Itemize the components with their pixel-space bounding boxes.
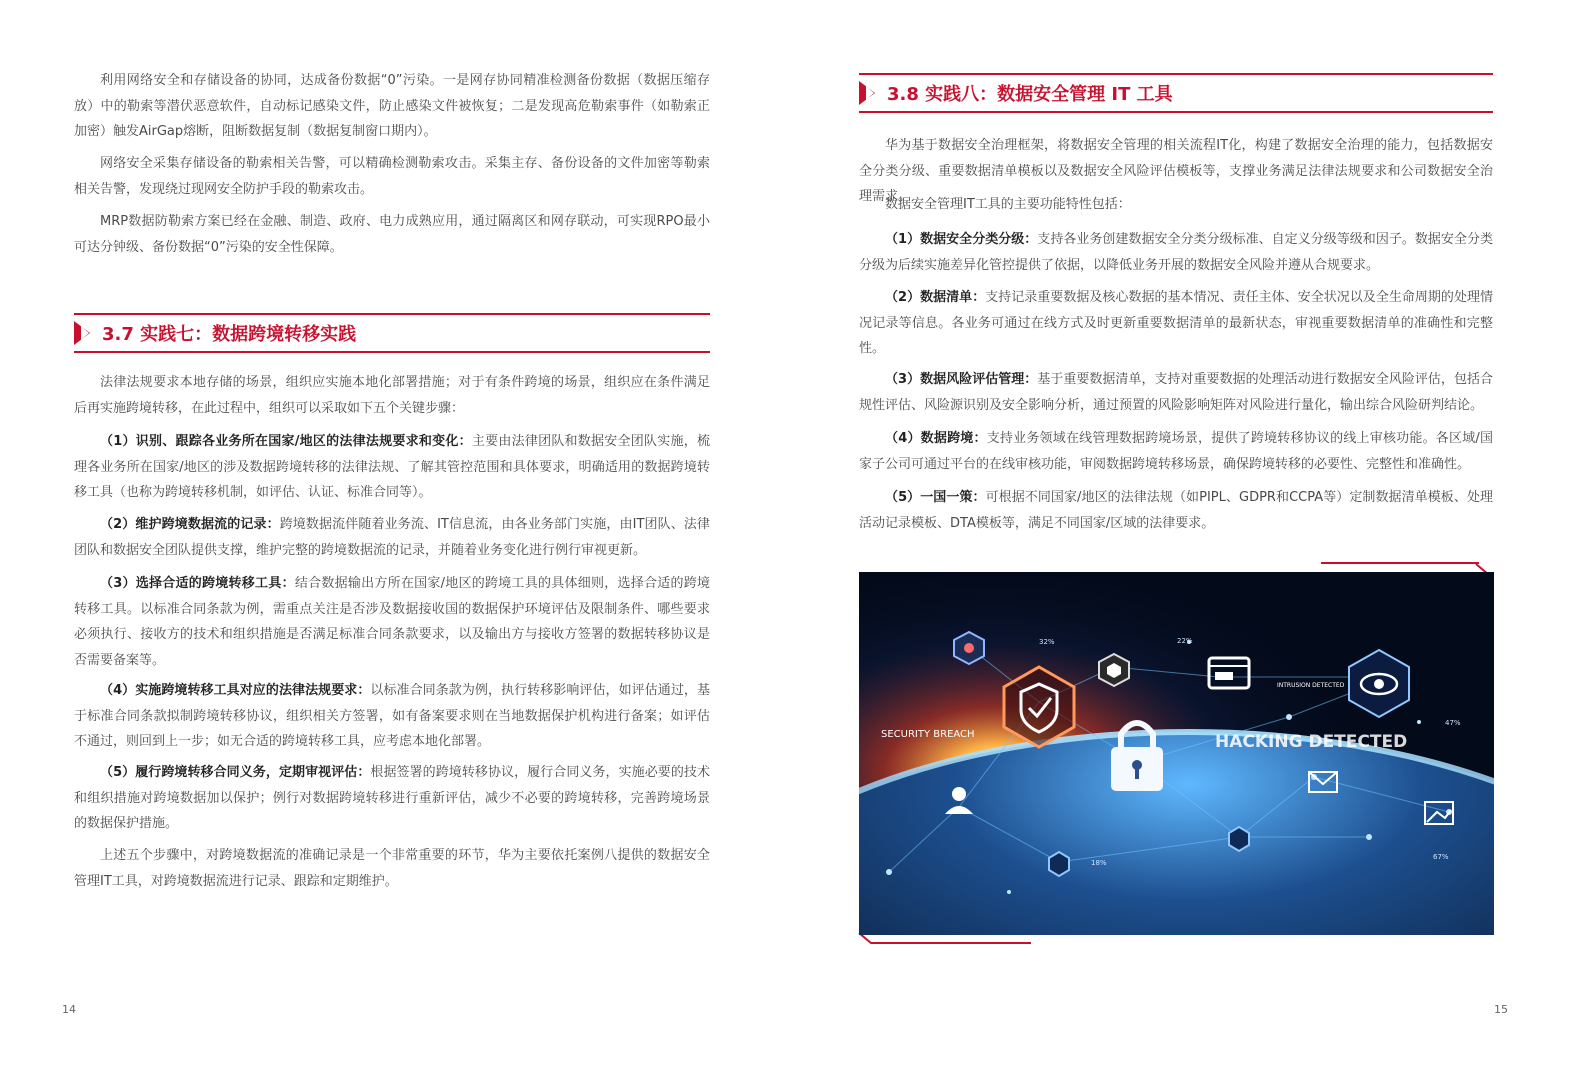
feature-text: 支持业务领域在线管理数据跨境场景，提供了跨境转移协议的线上审核功能。各区域/国家子公司可通过平台的在线审核功能，审阅数据跨境转移场景，确保跨境转移的必要性、完整性和准确性。	[859, 431, 1493, 472]
percent-label: 47%	[1445, 719, 1461, 727]
step-label: （1）识别、跟踪各业务所在国家/地区的法律法规要求和变化：	[100, 434, 472, 449]
security-breach-label: SECURITY BREACH	[881, 729, 975, 740]
step-item	[74, 429, 710, 506]
cybersecurity-image	[859, 560, 1499, 950]
feature-text: 基于重要数据清单，支持对重要数据的处理活动进行数据安全风险评估，包括合规性评估、风险源识别及安全影响分析，通过预置的风险影响矩阵对风险进行量化，输出综合风险研判结论。	[859, 372, 1493, 413]
feature-item	[859, 485, 1493, 536]
intro-paragraph: 法律法规要求本地存储的场景，组织应实施本地化部署措施；对于有条件跨境的场景，组织应在条件满足后再实施跨境转移，在此过程中，组织可以采取如下五个关键步骤：	[74, 375, 710, 416]
hacking-detected-label: HACKING DETECTED	[1215, 732, 1408, 752]
percent-label: 67%	[1433, 853, 1449, 861]
page-number: 15	[1494, 1003, 1508, 1016]
step-text: 根据签署的跨境转移协议，履行合同义务，实施必要的技术和组织措施对跨境数据加以保护；例行对数据跨境转移进行重新评估，减少不必要的跨境转移，完善跨境场景的数据保护措施。	[74, 765, 710, 831]
feature-label: （3）数据风险评估管理：	[885, 372, 1038, 387]
paragraph: MRP数据防勒索方案已经在金融、制造、政府、电力成熟应用，通过隔离区和网存联动，可实现RPO最小可达分钟级、备份数据“0”污染的安全性保障。	[74, 214, 710, 255]
section-title: 3.8 实践八：数据安全管理 IT 工具	[887, 84, 1173, 105]
feature-item	[859, 227, 1493, 278]
percent-label: 32%	[1039, 638, 1055, 646]
feature-label: （1）数据安全分类分级：	[885, 232, 1038, 247]
feature-text: 支持各业务创建数据安全分类分级标准、自定义分级等级和因子。数据安全分类分级为后续实施差异化管控提供了依据，以降低业务开展的数据安全风险并遵从合规要求。	[859, 232, 1493, 273]
feature-label: （5）一国一策：	[885, 490, 986, 505]
step-label: （4）实施跨境转移工具对应的法律法规要求：	[100, 683, 371, 698]
page-number: 14	[62, 1003, 76, 1016]
intrusion-detected-label: INTRUSION DETECTED	[1277, 682, 1345, 689]
feature-label: （4）数据跨境：	[885, 431, 987, 446]
network-globe-illustration	[859, 572, 1494, 935]
section-header-3-8	[859, 73, 1493, 113]
closing-paragraph: 上述五个步骤中，对跨境数据流的准确记录是一个非常重要的环节，华为主要依托案例八提供的数据安全管理IT工具，对跨境数据流进行记录、跟踪和定期维护。	[74, 848, 710, 889]
step-label: （5）履行跨境转移合同义务，定期审视评估：	[100, 765, 371, 780]
step-item	[74, 678, 710, 755]
section-header-3-7	[74, 313, 710, 353]
feature-item	[859, 367, 1493, 418]
feature-label: （2）数据清单：	[885, 290, 986, 305]
paragraph: 网络安全采集存储设备的勒索相关告警，可以精确检测勒索攻击。采集主存、备份设备的文件加密等勒索相关告警，发现绕过现网安全防护手段的勒索攻击。	[74, 156, 710, 197]
feature-text: 可根据不同国家/地区的法律法规（如PIPL、GDPR和CCPA等）定制数据清单模板、处理活动记录模板、DTA模板等，满足不同国家/区域的法律要求。	[859, 490, 1494, 531]
step-label: （3）选择合适的跨境转移工具：	[100, 576, 295, 591]
feature-item	[859, 426, 1493, 477]
section-title: 3.7 实践七：数据跨境转移实践	[102, 324, 357, 345]
step-label: （2）维护跨境数据流的记录：	[100, 517, 280, 532]
step-text: 以标准合同条款为例，执行转移影响评估，如评估通过，基于标准合同条款拟制跨境转移协议，组织相关方签署，如有备案要求则在当地数据保护机构进行备案；如评估不通过，则回到上一步；如无合适的跨境转移工具，应考虑本地化部署。	[74, 683, 710, 749]
right-page	[794, 0, 1588, 1078]
step-item	[74, 760, 710, 837]
percent-label: 22%	[1177, 637, 1193, 645]
intro-paragraph: 华为基于数据安全治理框架，将数据安全管理的相关流程IT化，构建了数据安全治理的能力，包括数据安全分类分级、重要数据清单模板以及数据安全风险评估模板等，支撑业务满足法律法规要求和公司数据安全治理需求。	[859, 138, 1493, 204]
step-text: 跨境数据流伴随着业务流、IT信息流，由各业务部门实施，由IT团队、法律团队和数据安全团队提供支撑，维护完整的跨境数据流的记录，并随着业务变化进行例行审视更新。	[74, 517, 710, 558]
feature-item	[859, 285, 1493, 362]
percent-label: 18%	[1091, 859, 1107, 867]
feature-text: 支持记录重要数据及核心数据的基本情况、责任主体、安全状况以及全生命周期的处理情况记录等信息。各业务可通过在线方式及时更新重要数据清单的最新状态，审视重要数据清单的准确性和完整性。	[859, 290, 1493, 356]
step-text: 结合数据输出方所在国家/地区的跨境工具的具体细则，选择合适的跨境转移工具。以标准合同条款为例，需重点关注是否涉及数据接收国的数据保护环境评估及限制条件、哪些要求必须执行、接收方的技术和组织措施是否满足标准合同条款要求，以及输出方与接收方签署的数据转移协议是否需要备案等。	[74, 576, 711, 668]
paragraph: 利用网络安全和存储设备的协同，达成备份数据“0”污染。一是网存协同精准检测备份数据（数据压缩存放）中的勒索等潜伏恶意软件，自动标记感染文件，防止感染文件被恢复；二是发现高危勒索事件（如勒索正加密）触发AirGap熔断，阻断数据复制（数据复制窗口期内）。	[74, 73, 710, 139]
step-text: 主要由法律团队和数据安全团队实施，梳理各业务所在国家/地区的涉及数据跨境转移的法律法规、了解其管控范围和具体要求，明确适用的数据跨境转移工具（也称为跨境转移机制，如评估、认证、标准合同等）。	[74, 434, 710, 500]
step-item	[74, 571, 710, 673]
step-item	[74, 512, 710, 563]
features-lead: 数据安全管理IT工具的主要功能特性包括：	[885, 197, 1131, 212]
